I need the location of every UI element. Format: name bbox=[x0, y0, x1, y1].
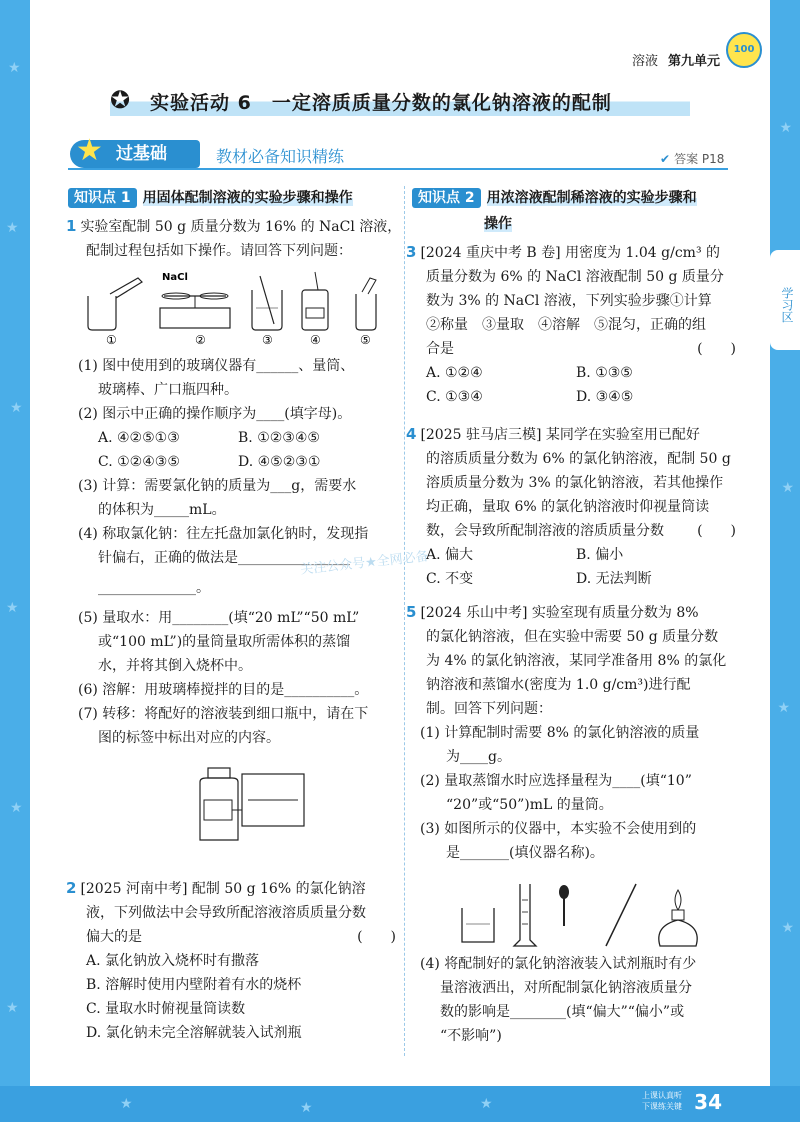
star-decoration: ★ bbox=[120, 1096, 133, 1112]
beaker-icon bbox=[462, 908, 494, 942]
answer-reference: ✔ 答案 P18 bbox=[660, 152, 725, 166]
star-decoration: ★ bbox=[6, 220, 19, 236]
question-5-part4: (4) 将配制好的氯化钠溶液装入试剂瓶时有少 量溶液洒出，对所配制氯化钠溶液质量分 数的影响是________(填“偏大”“偏小”或 “不影响”) bbox=[420, 956, 697, 1044]
star-decoration: ★ bbox=[6, 1000, 19, 1016]
running-header bbox=[632, 50, 720, 69]
check-icon: ✔ bbox=[660, 152, 671, 166]
question-5: 5 [2024 乐山中考] 实验室现有质量分数为 8% 的氯化钠溶液，但在实验中需要 50 g 质量分数 为 4% 的氯化钠溶液，某同学准备用 8% 的氯化 钠溶液和蒸馏水(密度为 1.0 g/cm³)进行配 制。回答下列问题： (1) 计算配制时需要 8% 的氯化钠溶液的质量 为____g。 (2) 量取蒸馏水时应选择量程为____(填“10” “20”或“50”)mL 的量筒。 (3) 如图所示的仪器中，本实验不会使用到的 是_______(填仪器名称)。 bbox=[406, 603, 727, 861]
section-subtitle: 教材必备知识精练 bbox=[216, 147, 345, 166]
reagent-jar-icon bbox=[302, 272, 328, 330]
fig-label: ① bbox=[106, 333, 117, 347]
star-decoration: ★ bbox=[777, 700, 790, 716]
watermark: 关注公众号★全网必备 bbox=[299, 549, 430, 578]
right-border bbox=[770, 0, 800, 1122]
star-decoration: ★ bbox=[8, 60, 21, 76]
side-tab: 学习区 bbox=[770, 250, 800, 350]
question-4: 4 [2025 驻马店三模] 某同学在实验室用已配好 的溶质质量分数为 6% 的氯化钠溶液，配制 50 g 溶质质量分数为 3% 的氯化钠溶液，若其他操作 均正确，量取 6% 的氯化钠溶液时仰视量筒读 数，会导致所配制溶液的溶质质量分数 ( ) A. 偏大 B. 偏小 C. 不变 D. 无法判断 bbox=[406, 425, 736, 587]
fig-label: ⑤ bbox=[360, 333, 371, 347]
graduated-cylinder-icon bbox=[514, 884, 536, 946]
section-label: 过基础 bbox=[70, 140, 200, 168]
q1-options-row: A. ④②⑤①③ B. ①②③④⑤ bbox=[98, 430, 320, 446]
question-1: 1 实验室配制 50 g 质量分数为 16% 的 NaCl 溶液， 配制过程包括如下操作。请回答下列问题： bbox=[66, 217, 402, 259]
question-1-parts: (1) 图中使用到的玻璃仪器有______、量筒、 玻璃棒、广口瓶四种。 (2) 图示中正确的操作顺序为____(填字母)。 A. ④②⑤①③ B. ①②③④⑤ C. ①②④③⑤ D. ④⑤②③① (3) 计算：需要氯化钠的质量为___g，需要水 的体积为_____mL。 (4) 称取氯化钠：往左托盘加氯化钠时，发现指 针偏右，正确的做法是________________ ______________。 (5) 量取水：用________(填“20 mL”“50 mL” 或“100 mL”)的量筒量取所需体积的蒸馏 水，并将其倒入烧杯中。 (6) 溶解：用玻璃棒搅拌的目的是__________。 (7) 转移：将配好的溶液装到细口瓶中，请在下 图的标签中标出对应的内容。 bbox=[78, 354, 398, 750]
header-subject: 溶液 bbox=[631, 54, 658, 69]
cylinder-icon bbox=[356, 278, 376, 330]
page-number: 34 bbox=[694, 1090, 722, 1114]
column-divider bbox=[404, 186, 405, 1056]
star-decoration: ★ bbox=[6, 600, 19, 616]
fig-label: ② bbox=[195, 333, 206, 347]
footer-slogan: 上课认真听 下课练关键 bbox=[642, 1091, 682, 1111]
star-decoration: ★ bbox=[779, 120, 792, 136]
star-decoration: ★ bbox=[300, 1100, 313, 1116]
question-3: 3 [2024 重庆中考 B 卷] 用密度为 1.04 g/cm³ 的 质量分数为 6% 的 NaCl 溶液配制 50 g 质量分 数为 3% 的 NaCl 溶液，下列实验步骤①计算 ②称量 ③量取 ④溶解 ⑤混匀，正确的组 合是 ( ) A. ①②④ B. ①③⑤ C. ①③④ D. ③④⑤ bbox=[406, 243, 736, 405]
header-unit: 第九单元 bbox=[667, 54, 720, 69]
star-decoration: ★ bbox=[781, 480, 794, 496]
knowledge-point-1: 知识点 1 用固体配制溶液的实验步骤和操作 bbox=[68, 188, 353, 208]
logo-badge: 100 bbox=[726, 32, 762, 68]
star-mascot-icon: ★ bbox=[76, 133, 103, 168]
fig-label: ③ bbox=[262, 333, 273, 347]
balance-icon bbox=[160, 293, 230, 328]
question-2: 2 [2025 河南中考] 配制 50 g 16% 的氯化钠溶 液，下列做法中会导致所配溶液溶质质量分数 偏大的是 ( ) A. 氯化钠放入烧杯时有撒落 B. 溶解时使用内壁附着有水的烧杯 C. 量取水时俯视量筒读数 D. 氯化钠未完全溶解就装入试剂瓶 bbox=[66, 879, 396, 1041]
q1-figure bbox=[80, 268, 400, 348]
fig-label: ④ bbox=[310, 333, 321, 347]
q1-options-row: C. ①②④③⑤ D. ④⑤②③① bbox=[98, 454, 321, 470]
glass-rod-icon bbox=[606, 884, 636, 946]
star-mascot-icon: ✪ bbox=[109, 86, 131, 114]
beaker-pour-icon bbox=[88, 278, 142, 330]
bottle-label-figure bbox=[190, 766, 310, 846]
star-decoration: ★ bbox=[10, 800, 23, 816]
page-title: 实验活动 6 一定溶质质量分数的氯化钠溶液的配制 bbox=[150, 92, 612, 114]
left-border bbox=[0, 0, 30, 1122]
star-decoration: ★ bbox=[10, 400, 23, 416]
star-decoration: ★ bbox=[781, 920, 794, 936]
nacl-label: NaCl bbox=[162, 272, 188, 283]
stirring-beaker-icon bbox=[252, 276, 282, 330]
knowledge-point-2: 知识点 2 用浓溶液配制稀溶液的实验步骤和 操作 bbox=[412, 188, 742, 234]
alcohol-lamp-icon bbox=[659, 890, 697, 946]
q5-instruments-figure bbox=[456, 880, 726, 950]
star-decoration: ★ bbox=[480, 1096, 493, 1112]
dropper-icon bbox=[559, 885, 569, 926]
